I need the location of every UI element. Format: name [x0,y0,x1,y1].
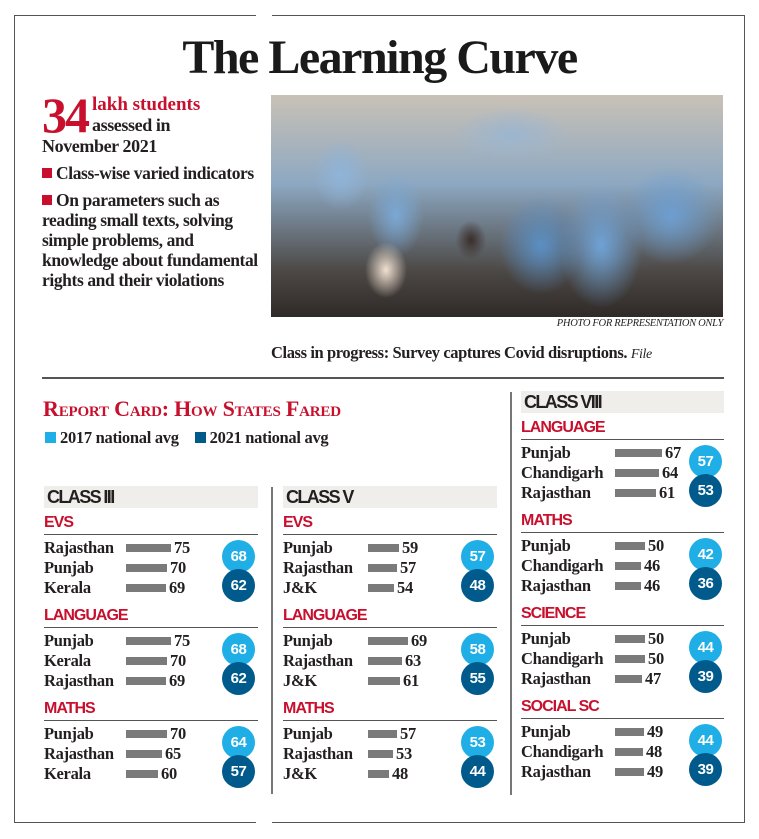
class-heading: CLASS V [283,486,497,508]
score-bar [615,768,644,776]
score-value: 46 [644,556,660,575]
avg-2017-bubble: 44 [689,631,722,664]
state-name: Kerala [44,764,91,783]
score-bar [126,770,158,778]
avg-2021-bubble: 55 [461,662,494,695]
subject-block [44,721,258,787]
state-name: Rajasthan [44,744,114,763]
score-value: 49 [647,762,663,781]
state-name: Rajasthan [521,576,591,595]
score-bar [368,657,402,665]
subject-heading: MATHS [44,700,258,721]
state-name: Rajasthan [44,538,114,557]
state-name: Rajasthan [521,483,591,502]
avg-2021-bubble: 44 [461,755,494,788]
subject-heading: SOCIAL SC [521,698,724,719]
avg-2021-bubble: 62 [222,662,255,695]
subject-block [521,533,724,599]
frame-notch [256,820,272,826]
subject-block [283,535,497,601]
score-bar [615,655,645,663]
state-name: Punjab [521,722,571,741]
score-bar [368,770,389,778]
score-bar [615,489,656,497]
state-name: Punjab [44,631,94,650]
score-bar [126,584,166,592]
avg-2021-bubble: 39 [689,660,722,693]
score-bar [368,750,393,758]
avg-2021-bubble: 39 [689,753,722,786]
subject-heading: LANGUAGE [283,607,497,628]
score-bar [126,657,167,665]
score-value: 50 [648,649,664,668]
avg-2017-bubble: 68 [222,540,255,573]
avg-2017-bubble: 64 [222,726,255,759]
state-name: Punjab [521,536,571,555]
subject-block [521,626,724,692]
divider [42,377,724,379]
subject-heading: LANGUAGE [521,419,724,440]
state-name: Chandigarh [521,556,604,575]
score-value: 46 [644,576,660,595]
score-bar [615,449,662,457]
score-value: 50 [648,629,664,648]
subject-heading: EVS [44,514,258,535]
class-heading: CLASS III [44,486,258,508]
photo-caption: Class in progress: Survey captures Covid disruptions. File [271,343,652,362]
score-value: 61 [659,483,675,502]
score-bar [615,582,641,590]
score-bar [368,677,400,685]
avg-2017-bubble: 42 [689,538,722,571]
score-bar [615,748,643,756]
score-value: 69 [411,631,427,650]
avg-2017-bubble: 53 [461,726,494,759]
class-v-column [283,486,497,787]
state-name: J&K [283,578,317,597]
avg-2017-bubble: 68 [222,633,255,666]
score-bar [126,730,167,738]
score-bar [126,677,166,685]
avg-2017-bubble: 57 [461,540,494,573]
score-bar [368,544,399,552]
subject-block [521,719,724,785]
state-name: Punjab [521,629,571,648]
avg-2017-bubble: 58 [461,633,494,666]
avg-2017-bubble: 57 [689,445,722,478]
intro-bullet: On parameters such as reading small texts, solving simple problems, and knowledge about fundamental rights and their violations [42,190,258,290]
avg-2021-bubble: 48 [461,569,494,602]
intro-line: November 2021 [42,136,157,156]
state-name: Rajasthan [283,744,353,763]
subject-block [521,440,724,506]
state-name: Punjab [44,558,94,577]
intro-bullet: Class-wise varied indicators [42,163,272,183]
state-name: Punjab [44,724,94,743]
state-name: Chandigarh [521,463,604,482]
subject-heading: LANGUAGE [44,607,258,628]
score-value: 59 [402,538,418,557]
report-title: Report Card: How States Fared [43,396,341,421]
score-value: 75 [174,538,190,557]
avg-2021-bubble: 53 [689,474,722,507]
score-value: 64 [662,463,678,482]
score-value: 48 [392,764,408,783]
legend [45,428,328,448]
subject-block [283,628,497,694]
column-divider [271,487,273,794]
score-bar [126,564,167,572]
state-name: Rajasthan [283,558,353,577]
score-value: 53 [396,744,412,763]
state-name: J&K [283,764,317,783]
state-name: Rajasthan [521,762,591,781]
intro-panel [42,87,272,290]
score-bar [615,728,644,736]
score-value: 70 [170,558,186,577]
subject-heading: MATHS [283,700,497,721]
big-number: 34 [42,87,88,143]
avg-2017-bubble: 44 [689,724,722,757]
score-bar [615,469,659,477]
score-value: 65 [165,744,181,763]
state-name: Punjab [283,631,333,650]
state-name: Kerala [44,651,91,670]
score-value: 75 [174,631,190,650]
score-value: 61 [403,671,419,690]
score-bar [615,562,641,570]
score-value: 48 [646,742,662,761]
photo-credit: PHOTO FOR REPRESENTATION ONLY [556,318,723,329]
intro-line: lakh students [92,94,201,115]
subject-block [283,721,497,787]
class-heading: CLASS VIII [521,391,724,413]
intro-line: assessed in [92,115,171,135]
score-value: 54 [397,578,413,597]
legend-swatch-icon [195,432,206,443]
score-bar [615,542,645,550]
score-value: 69 [169,671,185,690]
score-bar [126,544,171,552]
column-divider [510,392,512,795]
subject-heading: SCIENCE [521,605,724,626]
state-name: Rajasthan [44,671,114,690]
score-value: 47 [645,669,661,688]
state-name: Chandigarh [521,649,604,668]
legend-item-2017: 2017 national avg [45,428,179,448]
class-iii-column [44,486,258,787]
caption-source: File [630,347,652,362]
score-value: 60 [161,764,177,783]
avg-2021-bubble: 57 [222,755,255,788]
page-title: The Learning Curve [182,31,577,84]
score-bar [126,637,171,645]
state-name: Rajasthan [521,669,591,688]
bullet-square-icon [42,195,52,205]
score-bar [615,675,642,683]
state-name: Rajasthan [283,651,353,670]
score-bar [368,584,394,592]
score-value: 70 [170,724,186,743]
subject-block [44,535,258,601]
score-bar [368,730,397,738]
state-name: Chandigarh [521,742,604,761]
legend-item-2021: 2021 national avg [195,428,329,448]
legend-swatch-icon [45,432,56,443]
score-bar [615,635,645,643]
score-value: 50 [648,536,664,555]
state-name: Punjab [283,724,333,743]
avg-2021-bubble: 62 [222,569,255,602]
score-value: 57 [400,558,416,577]
bullet-square-icon [42,168,52,178]
state-name: Punjab [283,538,333,557]
score-value: 49 [647,722,663,741]
score-bar [126,750,162,758]
score-value: 70 [170,651,186,670]
score-value: 63 [405,651,421,670]
score-value: 67 [665,443,681,462]
state-name: Kerala [44,578,91,597]
avg-2021-bubble: 36 [689,567,722,600]
state-name: J&K [283,671,317,690]
subject-heading: MATHS [521,512,724,533]
frame-notch [256,12,272,18]
state-name: Punjab [521,443,571,462]
class-viii-column [521,391,724,785]
score-value: 69 [169,578,185,597]
subject-heading: EVS [283,514,497,535]
score-value: 57 [400,724,416,743]
score-bar [368,637,408,645]
classroom-photo [271,95,723,317]
subject-block [44,628,258,694]
score-bar [368,564,397,572]
